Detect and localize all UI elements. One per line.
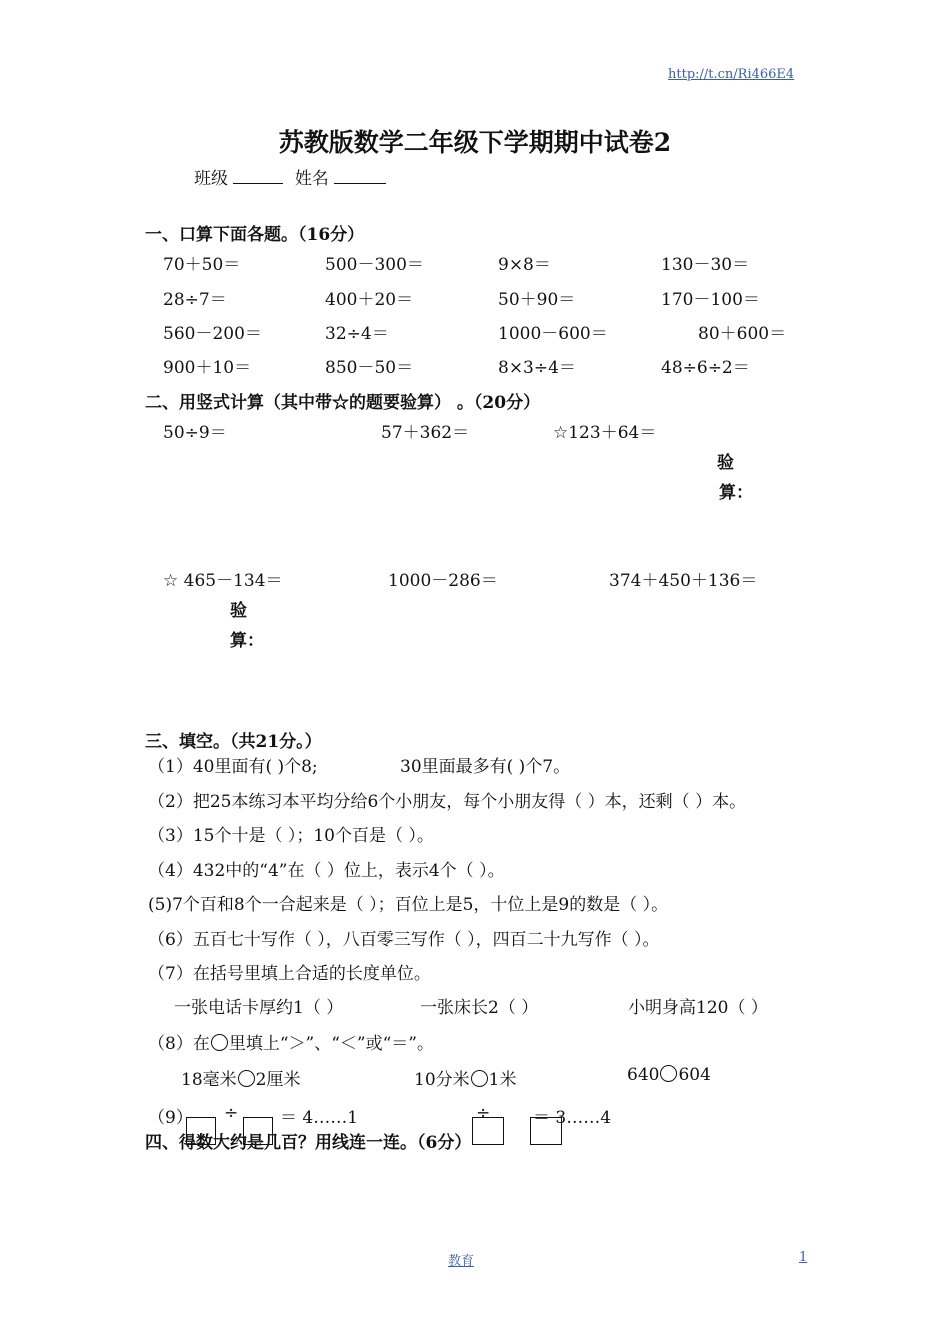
compare-left: 640	[627, 1065, 660, 1085]
s1-r3-c3: 48÷6÷2＝	[661, 358, 750, 378]
section4-heading: 四、得数大约是几百？用线连一连。（6分）	[145, 1133, 472, 1153]
s2-problem-6: 374＋450＋136＝	[609, 571, 758, 591]
class-label: 班级	[194, 169, 228, 189]
compare-left: 10分米	[414, 1070, 470, 1090]
s3-q4: （4）432中的“4”在（ ）位上，表示4个（ ）。	[148, 861, 505, 881]
section3-heading: 三、填空。（共21分。）	[145, 732, 322, 752]
s2-problem-1: 50÷9＝	[163, 423, 227, 443]
s3-q7: （7）在括号里填上合适的长度单位。	[148, 964, 431, 984]
s1-r2-c1: 32÷4＝	[325, 324, 389, 344]
q9-div-2: ÷	[476, 1103, 491, 1123]
s1-r2-c0: 560－200＝	[163, 324, 262, 344]
name-field[interactable]	[334, 183, 386, 184]
compare-left: 18毫米	[181, 1070, 237, 1090]
s1-r2-c2: 1000－600＝	[498, 324, 608, 344]
s1-r0-c0: 70＋50＝	[163, 255, 241, 275]
q9-box-4[interactable]	[530, 1117, 562, 1145]
compare-circle-1[interactable]	[238, 1070, 255, 1087]
q9-eq-2: ＝ 3……4	[533, 1108, 612, 1128]
s3-q1a: （1）40里面有( )个8;	[148, 757, 318, 777]
s3-q8-item-3	[627, 1065, 711, 1085]
s3-q5: (5)7个百和8个一合起来是（ ）；百位上是5，十位上是9的数是（ ）。	[148, 895, 669, 915]
s2-problem-3: ☆123＋64＝	[553, 423, 657, 443]
s1-r0-c2: 9×8＝	[498, 255, 551, 275]
compare-right: 604	[678, 1065, 711, 1085]
compare-circle-2[interactable]	[471, 1070, 488, 1087]
q9-eq-1: ＝ 4……1	[280, 1108, 359, 1128]
check-label-2-bottom: 算：	[230, 631, 264, 651]
s3-q8-prefix: （8）在	[148, 1034, 210, 1054]
s3-q8	[148, 1029, 434, 1054]
s2-problem-2: 57＋362＝	[381, 423, 470, 443]
check-label-1-top: 验	[717, 453, 734, 473]
s1-r3-c1: 850－50＝	[325, 358, 414, 378]
s1-r0-c3: 130－30＝	[661, 255, 750, 275]
q9-div-1: ÷	[224, 1103, 239, 1123]
s1-r0-c1: 500－300＝	[325, 255, 424, 275]
s3-q8-suffix: 里填上“＞”、“＜”或“＝”。	[228, 1034, 434, 1054]
s1-r3-c2: 8×3÷4＝	[498, 358, 576, 378]
circle-icon	[211, 1034, 228, 1051]
section1-heading: 一、口算下面各题。（16分）	[145, 225, 365, 245]
s3-q2: （2）把25本练习本平均分给6个小朋友，每个小朋友得（ ）本，还剩（ ）本。	[148, 792, 747, 812]
s3-q7-item-3: 小明身高120（ ）	[628, 998, 768, 1018]
s1-r1-c0: 28÷7＝	[163, 290, 227, 310]
s3-q1b: 30里面最多有( )个7。	[400, 757, 571, 777]
s3-q9-label: （9）	[148, 1108, 193, 1128]
compare-right: 2厘米	[255, 1070, 301, 1090]
compare-circle-3[interactable]	[660, 1065, 677, 1082]
section2-heading: 二、用竖式计算（其中带☆的题要验算） 。（20分）	[145, 393, 541, 413]
page-title: 苏教版数学二年级下学期期中试卷2	[278, 128, 672, 157]
s3-q7-item-2: 一张床长2（ ）	[420, 998, 539, 1018]
class-field[interactable]	[233, 183, 283, 184]
s3-q8-item-2	[414, 1065, 516, 1090]
check-label-2-top: 验	[230, 601, 247, 621]
s1-r1-c3: 170－100＝	[661, 290, 760, 310]
s3-q8-item-1	[181, 1065, 300, 1090]
header-url[interactable]: http://t.cn/Ri466E4	[668, 67, 795, 82]
s3-q3: （3）15个十是（ ）；10个百是（ ）。	[148, 826, 434, 846]
s1-r1-c2: 50＋90＝	[498, 290, 576, 310]
check-label-1-bottom: 算：	[719, 483, 753, 503]
s3-q6: （6）五百七十写作（ ），八百零三写作（ ），四百二十九写作（ ）。	[148, 930, 660, 950]
s1-r1-c1: 400＋20＝	[325, 290, 414, 310]
s1-r3-c0: 900＋10＝	[163, 358, 252, 378]
compare-right: 1米	[488, 1070, 517, 1090]
s2-problem-4: ☆ 465－134＝	[163, 571, 283, 591]
s3-q7-item-1: 一张电话卡厚约1（ ）	[174, 998, 344, 1018]
s2-problem-5: 1000－286＝	[388, 571, 498, 591]
s1-r2-c3: 80＋600＝	[698, 324, 787, 344]
student-info	[194, 164, 386, 189]
page-number: 1	[799, 1250, 808, 1265]
name-label: 姓名	[294, 169, 329, 189]
footer-link[interactable]: 教育	[448, 1254, 475, 1269]
